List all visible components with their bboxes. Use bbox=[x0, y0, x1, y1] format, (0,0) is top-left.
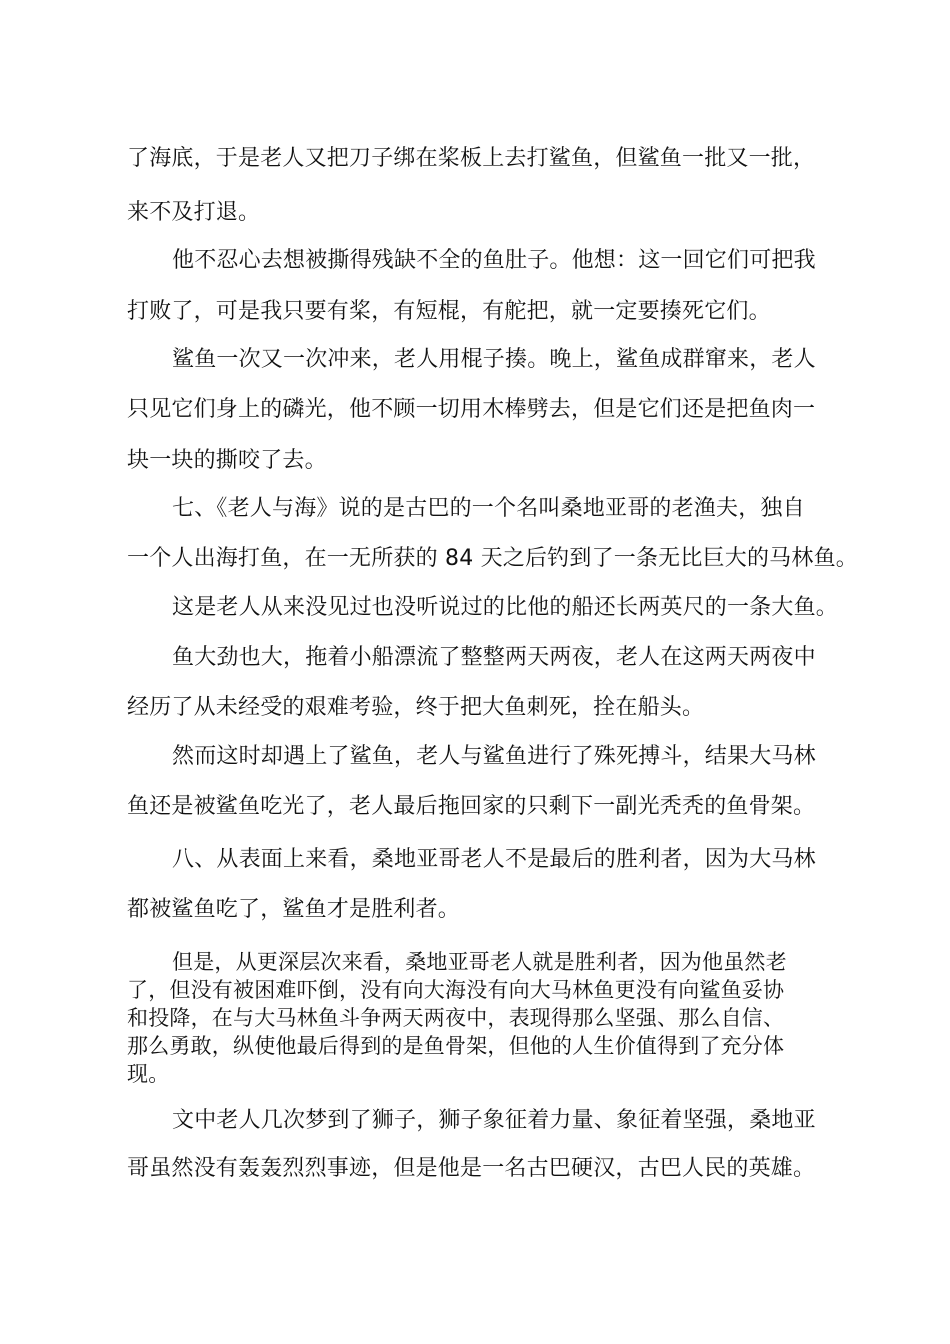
text-line: 鱼大劲也大，拖着小船漂流了整整两天两夜，老人在这两天两夜中 bbox=[172, 645, 816, 670]
text-line: 然而这时却遇上了鲨鱼，老人与鲨鱼进行了殊死搏斗，结果大马林 bbox=[172, 744, 816, 769]
text-line: 了，但没有被困难吓倒，没有向大海没有向大马林鱼更没有向鲨鱼妥协 bbox=[127, 978, 785, 1002]
text-line: 一个人出海打鱼，在一无所获的 84 天之后钓到了一条无比巨大的马林鱼。 bbox=[127, 546, 858, 571]
text-line: 经历了从未经受的艰难考验，终于把大鱼刺死，拴在船头。 bbox=[127, 695, 705, 720]
text-line: 文中老人几次梦到了狮子，狮子象征着力量、象征着坚强，桑地亚 bbox=[172, 1108, 816, 1133]
text-line: 只见它们身上的磷光，他不顾一切用木棒劈去，但是它们还是把鱼肉一 bbox=[127, 397, 816, 422]
text-line: 了海底，于是老人又把刀子绑在桨板上去打鲨鱼，但鲨鱼一批又一批， bbox=[127, 146, 816, 171]
text-line: 鱼还是被鲨鱼吃光了，老人最后拖回家的只剩下一副光秃秃的鱼骨架。 bbox=[127, 794, 816, 819]
text-line: 鲨鱼一次又一次冲来，老人用棍子揍。晚上，鲨鱼成群窜来，老人 bbox=[172, 347, 816, 372]
text-line: 哥虽然没有轰轰烈烈事迹，但是他是一名古巴硬汉，古巴人民的英雄。 bbox=[127, 1156, 816, 1181]
text-line: 打败了，可是我只要有桨，有短棍，有舵把，就一定要揍死它们。 bbox=[127, 299, 771, 324]
text-line: 都被鲨鱼吃了，鲨鱼才是胜利者。 bbox=[127, 897, 461, 922]
text-line: 块一块的撕咬了去。 bbox=[127, 448, 327, 473]
text-line: 他不忍心去想被撕得残缺不全的鱼肚子。他想：这一回它们可把我 bbox=[172, 248, 816, 273]
text-line: 七、《老人与海》说的是古巴的一个名叫桑地亚哥的老渔夫，独自 bbox=[172, 496, 805, 521]
text-line: 这是老人从来没见过也没听说过的比他的船还长两英尺的一条大鱼。 bbox=[172, 595, 839, 620]
text-line: 现。 bbox=[127, 1062, 170, 1086]
text-line: 八、从表面上来看，桑地亚哥老人不是最后的胜利者，因为大马林 bbox=[172, 847, 816, 872]
text-line: 但是，从更深层次来看，桑地亚哥老人就是胜利者，因为他虽然老 bbox=[172, 950, 787, 974]
text-line: 来不及打退。 bbox=[127, 200, 261, 225]
text-line: 和投降，在与大马林鱼斗争两天两夜中，表现得那么坚强、那么自信、 bbox=[127, 1006, 785, 1030]
text-line: 那么勇敢，纵使他最后得到的是鱼骨架，但他的人生价值得到了充分体 bbox=[127, 1034, 785, 1058]
